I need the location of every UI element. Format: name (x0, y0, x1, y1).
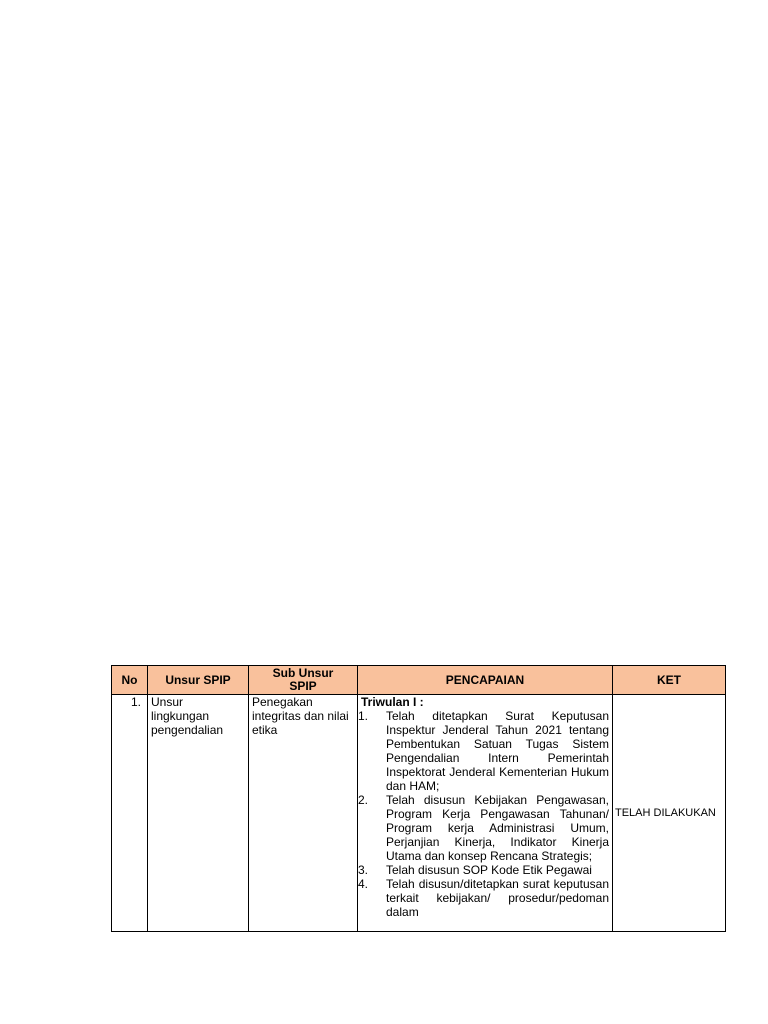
sub-unsur-line: etika (252, 723, 278, 737)
list-item-text: Telah disusun Kebijakan Pengawasan, Program Kerja Pengawasan Tahunan/ Program kerja Administrasi Umum, Perjanjian Kinerja, Indikator Kinerja Utama dan konsep Rencana Strategis; (386, 793, 609, 863)
sub-unsur-line: integritas dan nilai (252, 709, 349, 723)
header-unsur-spip: Unsur SPIP (148, 666, 249, 695)
list-item-text: Telah ditetapkan Surat Keputusan Inspektur Jenderal Tahun 2021 tentang Pembentukan Satuan Tugas Sistem Pengendalian Intern Pemerintah Inspektorat Jenderal Kementerian Hukum dan HAM; (386, 709, 609, 793)
row-ket: TELAH DILAKUKAN (613, 695, 726, 932)
row-unsur-spip (148, 695, 249, 932)
list-item (358, 709, 609, 793)
table-row (112, 695, 726, 932)
row-pencapaian (358, 695, 613, 932)
list-item-number: 1. (358, 709, 369, 723)
list-item-text: Telah disusun/ditetapkan surat keputusan terkait kebijakan/ prosedur/pedoman dalam (386, 877, 609, 919)
unsur-line: pengendalian (151, 723, 224, 737)
list-item-number: 4. (358, 877, 369, 891)
spip-table (111, 665, 726, 932)
table-header-row (112, 666, 726, 695)
sub-unsur-line: Penegakan (252, 695, 313, 709)
pencapaian-list (358, 709, 609, 919)
header-pencapaian: PENCAPAIAN (358, 666, 613, 695)
header-ket: KET (613, 666, 726, 695)
header-sub-unsur-spip: Sub Unsur SPIP (249, 666, 358, 695)
row-no: 1. (112, 695, 148, 932)
unsur-line: Unsur (151, 695, 184, 709)
list-item-text: Telah disusun SOP Kode Etik Pegawai (386, 863, 592, 877)
list-item (358, 877, 609, 919)
list-item-number: 3. (358, 863, 369, 877)
list-item (358, 863, 609, 877)
list-item (358, 793, 609, 863)
list-item-number: 2. (358, 793, 369, 807)
row-sub-unsur-spip (249, 695, 358, 932)
header-no: No (112, 666, 148, 695)
unsur-line: lingkungan (151, 709, 210, 723)
pencapaian-heading: Triwulan I : (361, 695, 424, 709)
